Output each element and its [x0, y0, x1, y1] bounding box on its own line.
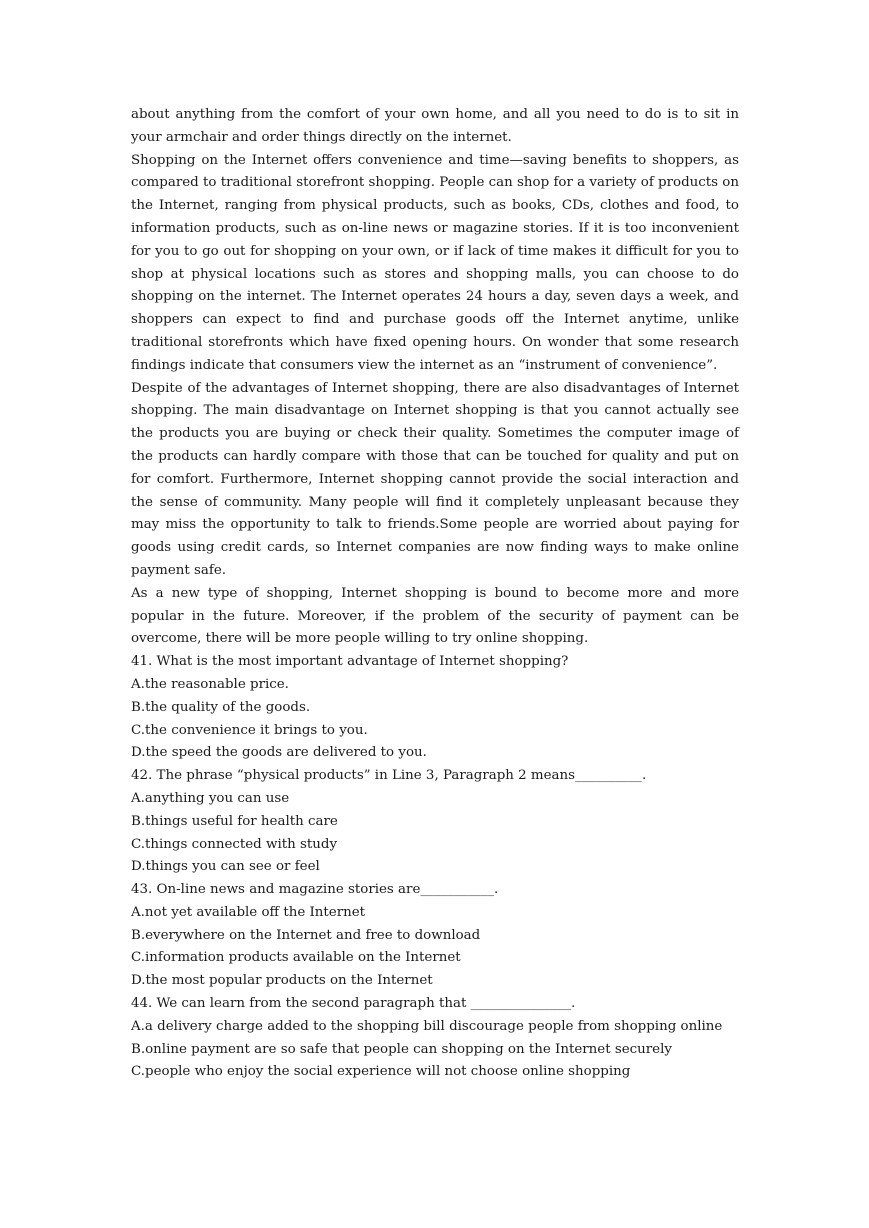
option-d: D.the most popular products on the Internet [131, 973, 433, 989]
option-d: D.things you can see or feel [131, 859, 320, 875]
question-41 [131, 651, 739, 765]
option-b: B.everywhere on the Internet and free to download [131, 927, 481, 943]
question-42 [131, 765, 739, 879]
question-stem: 41. What is the most important advantage of Internet shopping? [131, 654, 569, 670]
question-stem: 42. The phrase “physical products” in Line 3, Paragraph 2 means__________. [131, 768, 647, 784]
option-d: D.the speed the goods are delivered to you. [131, 745, 427, 761]
paragraph-1: about anything from the comfort of your own home, and all you need to do is to sit in your armchair and order things directly on the internet. [131, 107, 739, 145]
option-a: A.the reasonable price. [131, 676, 289, 692]
option-b: B.things useful for health care [131, 813, 338, 829]
question-43 [131, 879, 739, 993]
option-b: B.the quality of the goods. [131, 699, 311, 715]
paragraph-3: Despite of the advantages of Internet shopping, there are also disadvantages of Internet shopping. The main disadvantage on Internet shopping is that you cannot actually see the products you are buying or check their quality. Sometimes the computer image of the products can hardly compare with those that can be touched for quality and put on for comfort. Furthermore, Internet shopping cannot provide the social interaction and the sense of community. Many people will find it completely unpleasant because they may miss the opportunity to talk to friends.Some people are worried about paying for goods using credit cards, so Internet companies are now finding ways to make online payment safe. [131, 380, 739, 578]
question-stem: 43. On-line news and magazine stories are___________. [131, 882, 499, 898]
option-a: A.a delivery charge added to the shopping bill discourage people from shopping online [131, 1018, 723, 1034]
option-c: C.the convenience it brings to you. [131, 722, 368, 738]
paragraph-2: Shopping on the Internet offers convenience and time—saving benefits to shoppers, as compared to traditional storefront shopping. People can shop for a variety of products on the Internet, ranging from physical products, such as books, CDs, clothes and food, to information products, such as on-line news or magazine stories. If it is too inconvenient for you to go out for shopping on your own, or if lack of time makes it difficult for you to shop at physical locations such as stores and shopping malls, you can choose to do shopping on the internet. The Internet operates 24 hours a day, seven days a week, and shoppers can expect to find and purchase goods off the Internet anytime, unlike traditional storefronts which have fixed opening hours. On wonder that some research findings indicate that consumers view the internet as an “instrument of convenience”. [131, 152, 739, 373]
option-a: A.anything you can use [131, 790, 290, 806]
question-44 [131, 993, 739, 1084]
paragraph-4: As a new type of shopping, Internet shopping is bound to become more and more popular in the future. Moreover, if the problem of the security of payment can be overcome, there will be more people willing to try online shopping. [131, 585, 739, 647]
option-c: C.people who enjoy the social experience will not choose online shopping [131, 1064, 631, 1080]
option-b: B.online payment are so safe that people can shopping on the Internet securely [131, 1041, 672, 1057]
option-c: C.things connected with study [131, 836, 338, 852]
option-a: A.not yet available off the Internet [131, 904, 366, 920]
question-stem: 44. We can learn from the second paragraph that _______________. [131, 996, 576, 1012]
document-page [131, 104, 739, 1084]
option-c: C.information products available on the Internet [131, 950, 461, 966]
